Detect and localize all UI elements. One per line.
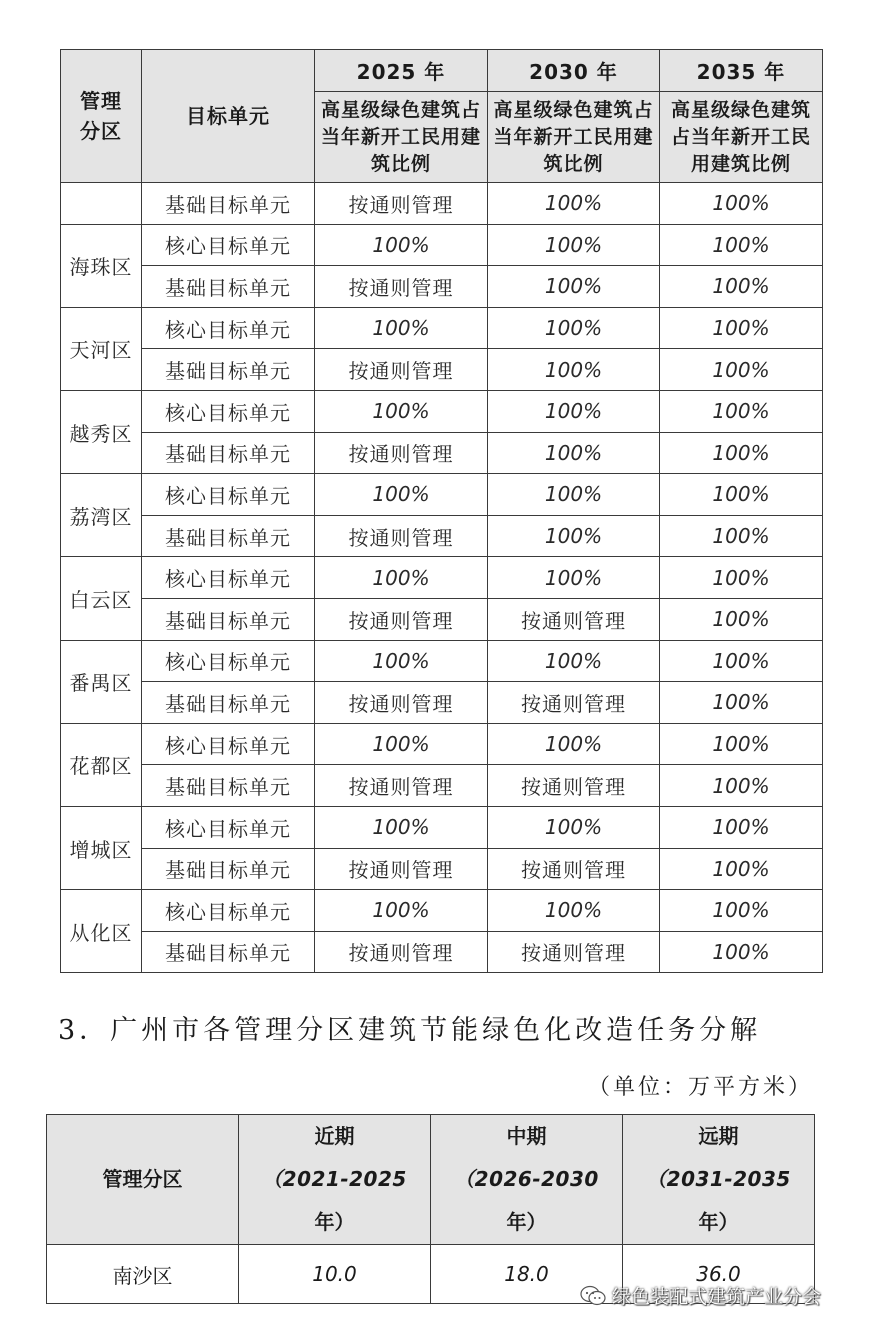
value-cell: 100%	[488, 515, 660, 557]
period-suffix: 年）	[506, 1210, 547, 1234]
value-cell: 100%	[488, 266, 660, 308]
district-cell: 天河区	[61, 307, 142, 390]
header-unit: 目标单元	[142, 50, 315, 183]
value-cell: 100%	[660, 224, 823, 266]
period-suffix: 年）	[314, 1210, 355, 1234]
unit-cell: 基础目标单元	[142, 848, 315, 890]
value-cell: 100%	[660, 682, 823, 724]
district-cell: 白云区	[61, 557, 142, 640]
value-cell: 100%	[660, 557, 823, 599]
value-cell: 100%	[488, 432, 660, 474]
table-row	[61, 224, 823, 266]
period-suffix: 年）	[698, 1210, 739, 1234]
value-cell: 100%	[488, 890, 660, 932]
value-cell: 100%	[660, 390, 823, 432]
table-row	[61, 682, 823, 724]
value-cell: 按通则管理	[488, 598, 660, 640]
table-row	[61, 515, 823, 557]
value-cell: 100%	[660, 474, 823, 516]
period-range: （2026-2030	[454, 1167, 599, 1191]
value-cell: 按通则管理	[315, 931, 488, 973]
value-cell: 按通则管理	[315, 598, 488, 640]
header-metric-2030: 高星级绿色建筑占当年新开工民用建筑比例	[488, 92, 660, 183]
value-cell: 100%	[660, 640, 823, 682]
value-cell: 按通则管理	[315, 515, 488, 557]
retrofit-task-table	[46, 1114, 815, 1304]
value-cell: 100%	[315, 723, 488, 765]
table-row	[61, 266, 823, 308]
table-row	[61, 640, 823, 682]
header-district-text: 管理分区	[80, 89, 122, 143]
unit-cell: 核心目标单元	[142, 640, 315, 682]
value-cell: 100%	[488, 723, 660, 765]
value-cell: 按通则管理	[488, 682, 660, 724]
value-cell: 100%	[660, 931, 823, 973]
unit-cell: 基础目标单元	[142, 515, 315, 557]
value-cell: 10.0	[239, 1245, 431, 1304]
unit-cell: 核心目标单元	[142, 806, 315, 848]
period-name: 远期	[698, 1124, 739, 1148]
green-building-target-table	[60, 49, 823, 973]
value-cell: 100%	[315, 890, 488, 932]
unit-cell: 核心目标单元	[142, 890, 315, 932]
header-period-mid	[431, 1115, 623, 1245]
value-cell: 100%	[488, 806, 660, 848]
value-cell: 按通则管理	[488, 765, 660, 807]
period-range: （2021-2025	[262, 1167, 407, 1191]
value-cell: 100%	[660, 765, 823, 807]
value-cell: 按通则管理	[315, 349, 488, 391]
value-cell: 100%	[660, 183, 823, 225]
unit-note: （单位：万平方米）	[587, 1075, 813, 1100]
value-cell: 100%	[660, 848, 823, 890]
table-row	[61, 723, 823, 765]
header-metric-2035: 高星级绿色建筑占当年新开工民用建筑比例	[660, 92, 823, 183]
district-cell: 从化区	[61, 890, 142, 973]
section-heading: 3．广州市各管理分区建筑节能绿色化改造任务分解	[58, 1015, 762, 1046]
value-cell: 按通则管理	[488, 931, 660, 973]
unit-cell: 核心目标单元	[142, 723, 315, 765]
value-cell: 100%	[315, 224, 488, 266]
table-row	[61, 931, 823, 973]
district-cell: 南沙区	[47, 1245, 239, 1304]
unit-cell: 核心目标单元	[142, 474, 315, 516]
unit-cell: 基础目标单元	[142, 931, 315, 973]
value-cell: 100%	[315, 307, 488, 349]
table1-body	[61, 183, 823, 973]
value-cell: 100%	[488, 474, 660, 516]
value-cell: 100%	[660, 806, 823, 848]
value-cell: 按通则管理	[315, 765, 488, 807]
value-cell: 100%	[660, 890, 823, 932]
value-cell: 100%	[488, 640, 660, 682]
header-metric-2025: 高星级绿色建筑占当年新开工民用建筑比例	[315, 92, 488, 183]
value-cell: 100%	[488, 183, 660, 225]
district-cell: 越秀区	[61, 390, 142, 473]
value-cell: 100%	[660, 515, 823, 557]
period-name: 中期	[506, 1124, 547, 1148]
unit-cell: 基础目标单元	[142, 432, 315, 474]
district-cell: 花都区	[61, 723, 142, 806]
value-cell: 100%	[660, 266, 823, 308]
watermark-text: 绿色装配式建筑产业分会	[612, 1286, 822, 1308]
unit-cell: 核心目标单元	[142, 557, 315, 599]
table-row	[61, 765, 823, 807]
unit-cell: 基础目标单元	[142, 183, 315, 225]
unit-cell: 基础目标单元	[142, 765, 315, 807]
header-district: 管理分区	[47, 1115, 239, 1245]
value-cell: 按通则管理	[488, 848, 660, 890]
header-year-2035: 2035 年	[660, 50, 823, 92]
value-cell: 100%	[315, 640, 488, 682]
value-cell: 100%	[315, 390, 488, 432]
table-row	[61, 432, 823, 474]
header-year-2030: 2030 年	[488, 50, 660, 92]
table-row	[61, 390, 823, 432]
period-range: （2031-2035	[646, 1167, 791, 1191]
header-year-2025: 2025 年	[315, 50, 488, 92]
value-cell: 100%	[315, 557, 488, 599]
value-cell: 100%	[488, 557, 660, 599]
watermark	[580, 1282, 821, 1309]
table-row	[61, 848, 823, 890]
header-period-far	[623, 1115, 815, 1245]
value-cell: 按通则管理	[315, 848, 488, 890]
table-row	[61, 598, 823, 640]
value-cell: 100%	[660, 723, 823, 765]
table-row	[61, 890, 823, 932]
table-row	[61, 183, 823, 225]
unit-cell: 核心目标单元	[142, 224, 315, 266]
value-cell: 100%	[488, 224, 660, 266]
value-cell: 100%	[488, 349, 660, 391]
district-cell: 番禺区	[61, 640, 142, 723]
value-cell: 100%	[488, 390, 660, 432]
value-cell: 按通则管理	[315, 183, 488, 225]
period-name: 近期	[314, 1124, 355, 1148]
header-district	[61, 50, 142, 183]
unit-cell: 基础目标单元	[142, 266, 315, 308]
wechat-icon	[580, 1285, 606, 1307]
value-cell: 36.0	[623, 1245, 815, 1304]
unit-cell: 基础目标单元	[142, 349, 315, 391]
value-cell: 按通则管理	[315, 682, 488, 724]
header-period-near	[239, 1115, 431, 1245]
district-cell: 荔湾区	[61, 474, 142, 557]
value-cell: 18.0	[431, 1245, 623, 1304]
unit-cell: 核心目标单元	[142, 307, 315, 349]
value-cell: 100%	[660, 349, 823, 391]
table-row	[61, 806, 823, 848]
value-cell: 100%	[315, 474, 488, 516]
unit-cell: 基础目标单元	[142, 598, 315, 640]
unit-cell: 核心目标单元	[142, 390, 315, 432]
district-cell: 增城区	[61, 806, 142, 889]
table-row	[61, 349, 823, 391]
table-row	[61, 307, 823, 349]
value-cell: 100%	[660, 598, 823, 640]
unit-cell: 基础目标单元	[142, 682, 315, 724]
district-cell: 海珠区	[61, 224, 142, 307]
value-cell: 按通则管理	[315, 266, 488, 308]
district-cell	[61, 183, 142, 225]
value-cell: 100%	[660, 307, 823, 349]
value-cell: 100%	[660, 432, 823, 474]
value-cell: 100%	[488, 307, 660, 349]
table-row	[61, 557, 823, 599]
value-cell: 按通则管理	[315, 432, 488, 474]
value-cell: 100%	[315, 806, 488, 848]
table-row	[61, 474, 823, 516]
